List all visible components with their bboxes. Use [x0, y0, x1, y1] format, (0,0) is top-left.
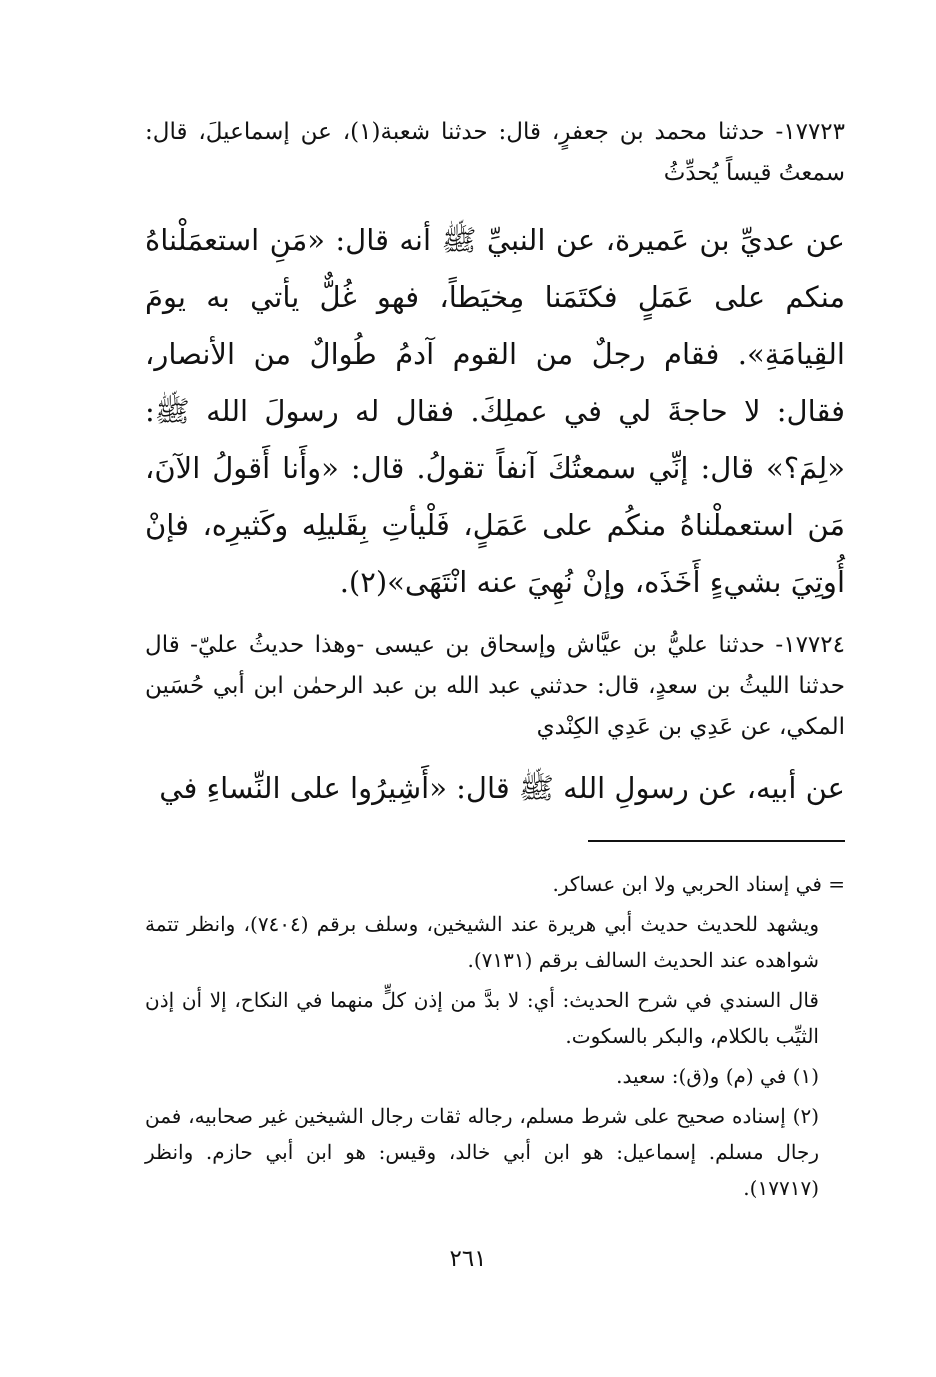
main-text	[145, 112, 845, 817]
hadith-17724-isnad: ١٧٧٢٤- حدثنا عليُّ بن عيَّاش وإسحاق بن عيسى -وهذا حديثُ عليّ- قال حدثنا الليثُ بن سعدٍ، قال: حدثني عبد الله بن عبد الرحمٰن ابن أبي حُسَين المكي، عن عَدِي بن عَدِي الكِنْدي	[145, 632, 845, 740]
footnote-separator	[588, 840, 845, 842]
footnote-witness: ويشهد للحديث حديث أبي هريرة عند الشيخين، وسلف برقم (٧٤٠٤)، وانظر تتمة شواهده عند الحديث السالف برقم (٧١٣١).	[145, 912, 819, 972]
hadith-17723-matn: عن عديِّ بن عَميرة، عن النبيِّ ﷺ أنه قال: «مَنِ استعمَلْناهُ منكم على عَمَلٍ فكتَمَنا مِخيَطاً، فهو غُلٌّ يأتي به يومَ القِيامَةِ». فقام رجلٌ من القوم آدمُ طُوالٌ من الأنصار، فقال: لا حاجةَ لي في عملِكَ. فقال له رسولَ الله ﷺ: «لِمَ؟» قال: إنِّي سمعتُكَ آنفاً تقولُ. قال: «وأَنا أَقولُ الآنَ، مَن استعملْناهُ منكُم على عَمَلٍ، فَلْيأتِ بِقَليلِه وكَثيرِه، فإنْ أُوتِيَ بشيءٍ أَخَذَه، وإنْ نُهِيَ عنه انْتَهَى»(٢).	[145, 223, 845, 599]
footnote-sindi: قال السندي في شرح الحديث: أي: لا بدَّ من إذن كلٍّ منهما في النكاح، إلا أن إذن الثيِّب بالكلام، والبكر بالسكوت.	[145, 988, 819, 1048]
footnote-continuation: = في إسناد الحربي ولا ابن عساكر.	[552, 872, 845, 896]
footnote-1: (١) في (م) و(ق): سعيد.	[616, 1064, 819, 1088]
hadith-17724-matn: عن أبيه، عن رسولِ الله ﷺ قال: «أَشِيرُوا على النِّساءِ في	[159, 771, 845, 805]
page-number: ٢٦١	[449, 1246, 487, 1272]
footnotes	[145, 866, 845, 1206]
footnote-2: (٢) إسناده صحيح على شرط مسلم، رجاله ثقات رجال الشيخين غير صحابيه، فمن رجال مسلم. إسماعيل: هو ابن أبي خالد، وقيس: هو ابن أبي حازم. وانظر (١٧٧١٧).	[145, 1104, 819, 1200]
hadith-17723-isnad: ١٧٧٢٣- حدثنا محمد بن جعفرٍ، قال: حدثنا شعبة(١)، عن إسماعيلَ، قال: سمعتُ قيساً يُحدِّثُ	[145, 119, 846, 186]
